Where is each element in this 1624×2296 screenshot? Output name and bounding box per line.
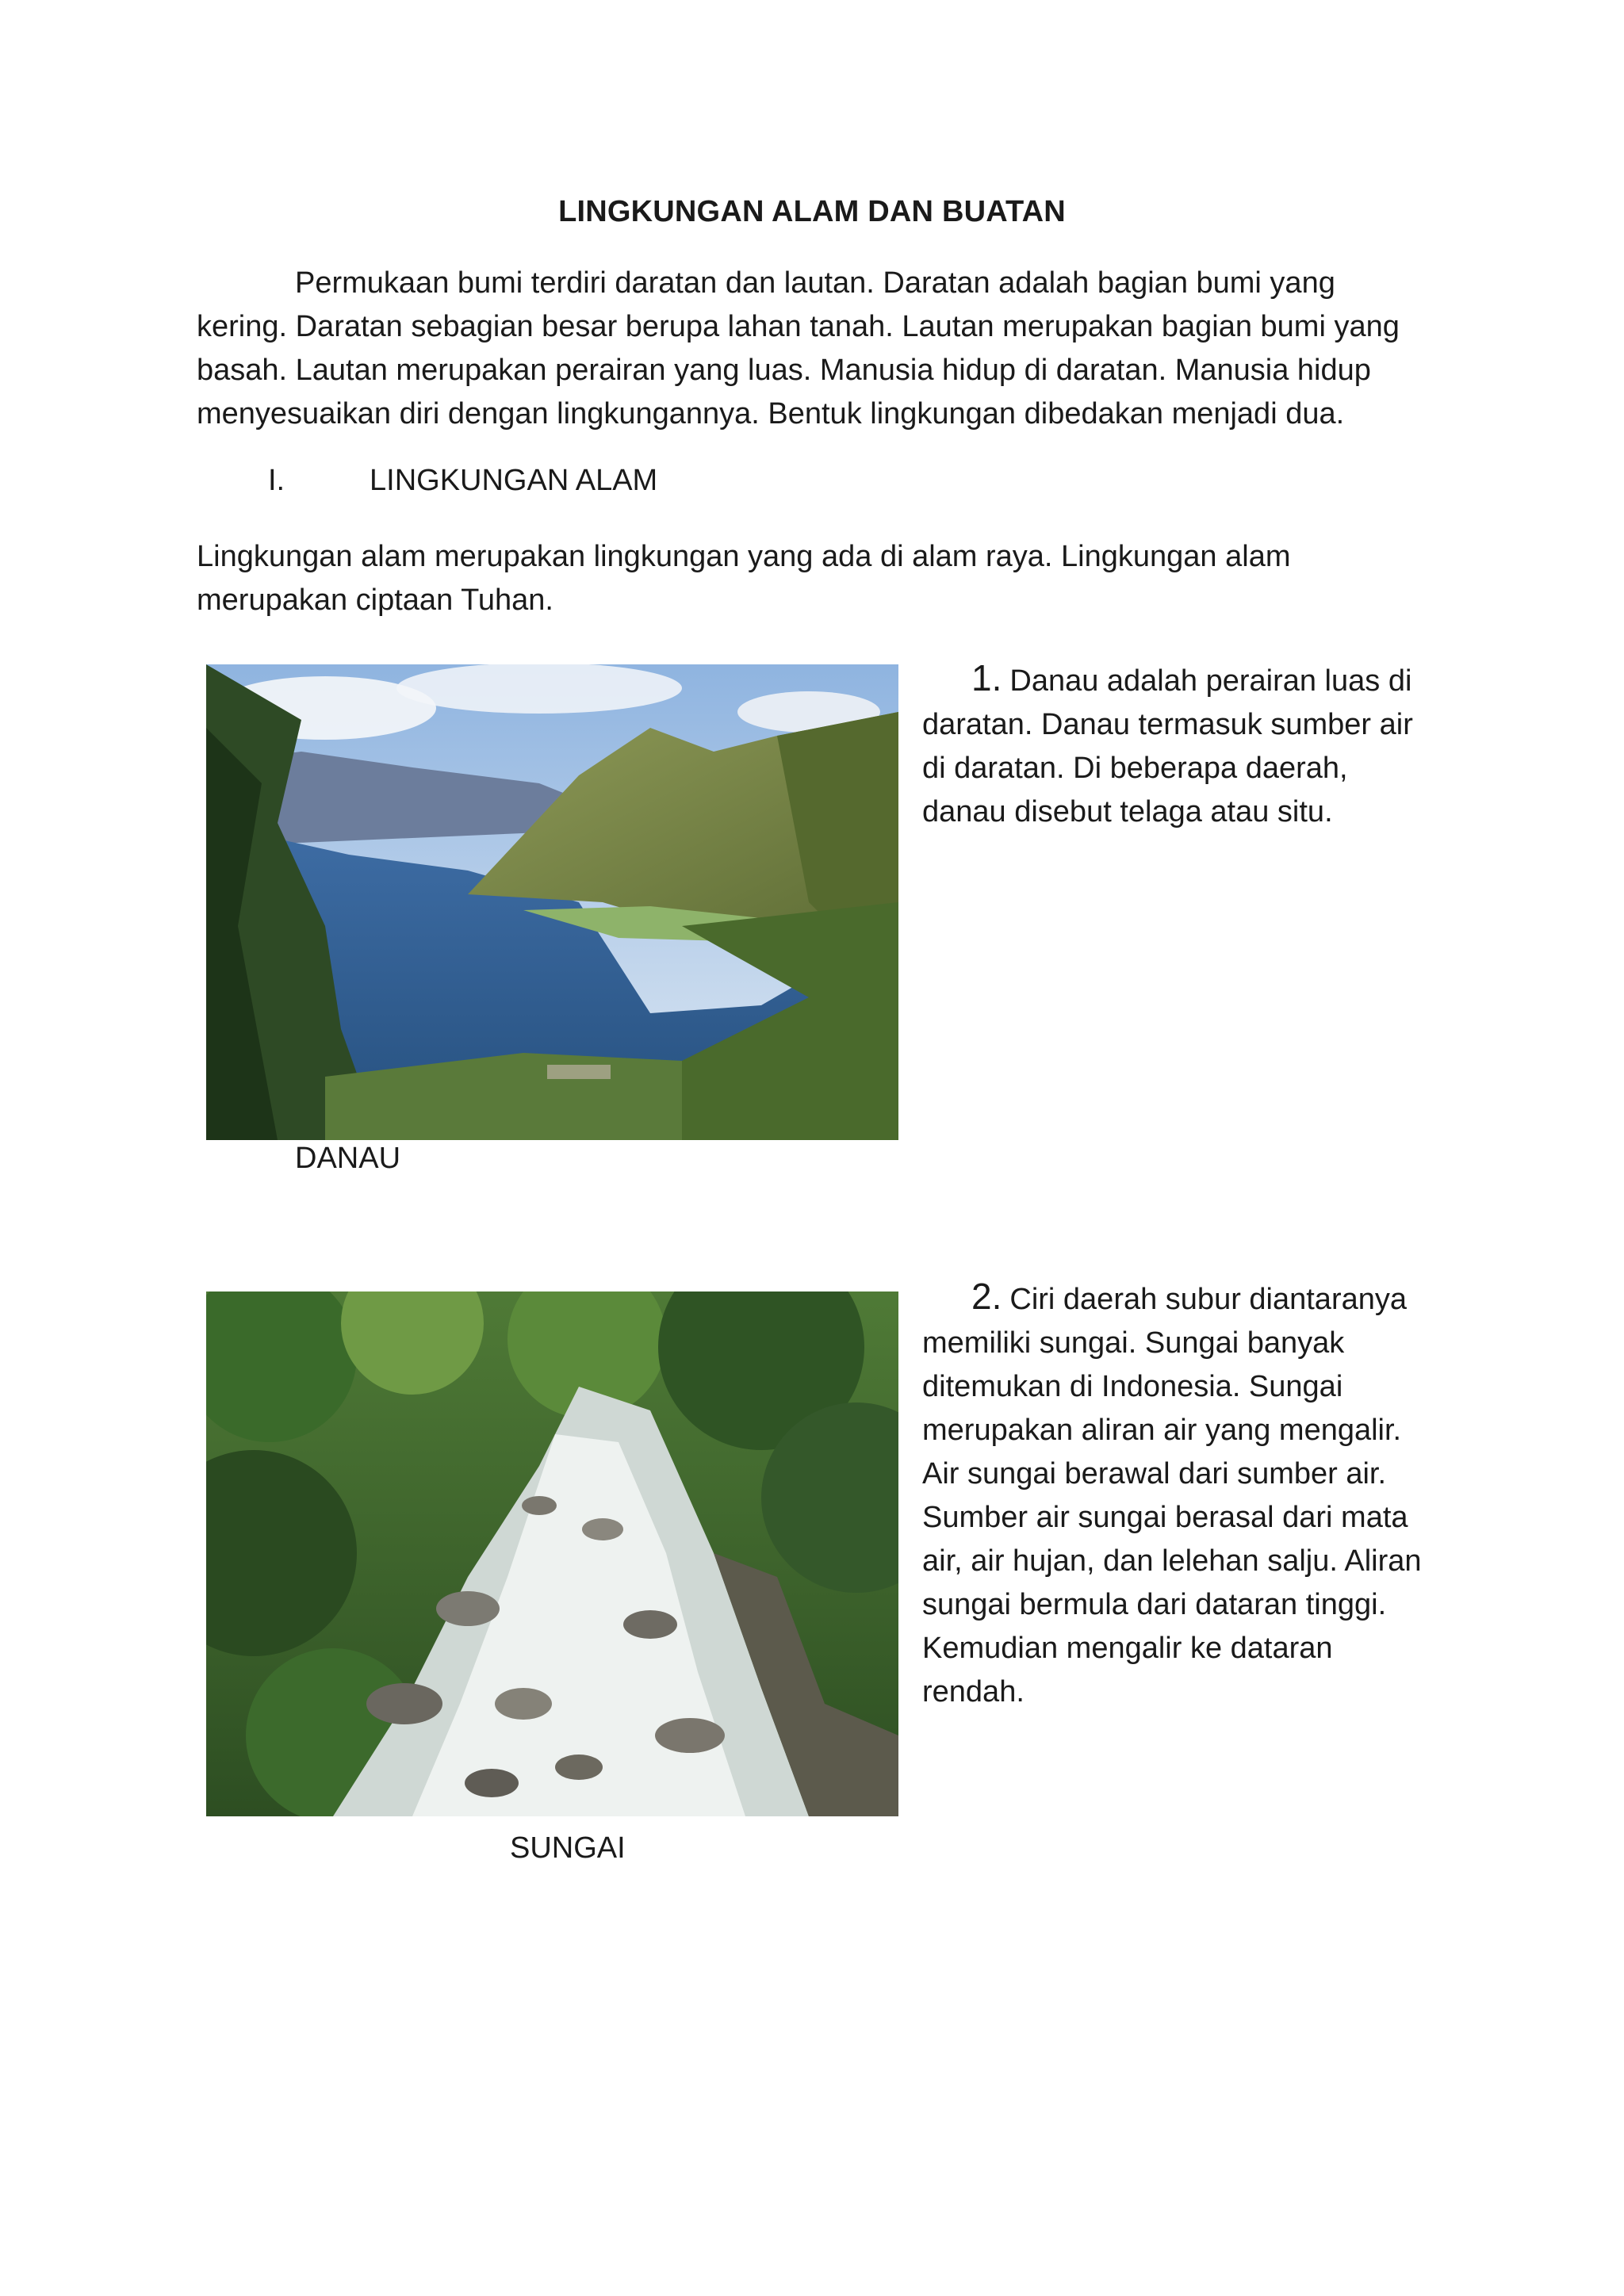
page-title: LINGKUNGAN ALAM DAN BUATAN bbox=[558, 195, 1066, 228]
section-intro: Lingkungan alam merupakan lingkungan yang ada di alam raya. Lingkungan alam merupakan ciptaan Tuhan. bbox=[197, 540, 1291, 617]
section-number: I. bbox=[268, 464, 285, 497]
item-2-caption: SUNGAI bbox=[510, 1831, 626, 1865]
section-heading bbox=[268, 464, 657, 498]
item-2-description bbox=[922, 1275, 1430, 1714]
river-photo bbox=[206, 1292, 898, 1816]
intro-paragraph bbox=[197, 262, 1434, 436]
item-1-description bbox=[922, 656, 1430, 834]
section-title: LINGKUNGAN ALAM bbox=[370, 464, 658, 497]
item-2-text: Ciri daerah subur diantaranya memiliki sungai. Sungai banyak ditemukan di Indonesia. Sungai merupakan aliran air yang mengalir. Air sungai berawal dari sumber air. Sumber air sungai berasal dari mata air, air hujan, dan lelehan salju. Aliran sungai bermula dari dataran tinggi. Kemudian mengalir ke dataran rendah. bbox=[922, 1283, 1422, 1709]
item-1-text: Danau adalah perairan luas di daratan. Danau termasuk sumber air di daratan. Di beberapa daerah, danau disebut telaga atau situ. bbox=[922, 664, 1413, 828]
item-1-number: 1. bbox=[971, 657, 1002, 698]
lake-photo bbox=[206, 664, 898, 1140]
item-1-caption: DANAU bbox=[295, 1142, 401, 1175]
paragraph-text: Permukaan bumi terdiri daratan dan lautan. Daratan adalah bagian bumi yang kering. Daratan sebagian besar berupa lahan tanah. Lautan merupakan bagian bumi yang basah. Lautan merupakan perairan yang luas. Manusia hidup di daratan. Manusia hidup menyesuaikan diri dengan lingkungannya. Bentuk lingkungan dibedakan menjadi dua. bbox=[197, 266, 1400, 430]
item-2-number: 2. bbox=[971, 1276, 1002, 1317]
